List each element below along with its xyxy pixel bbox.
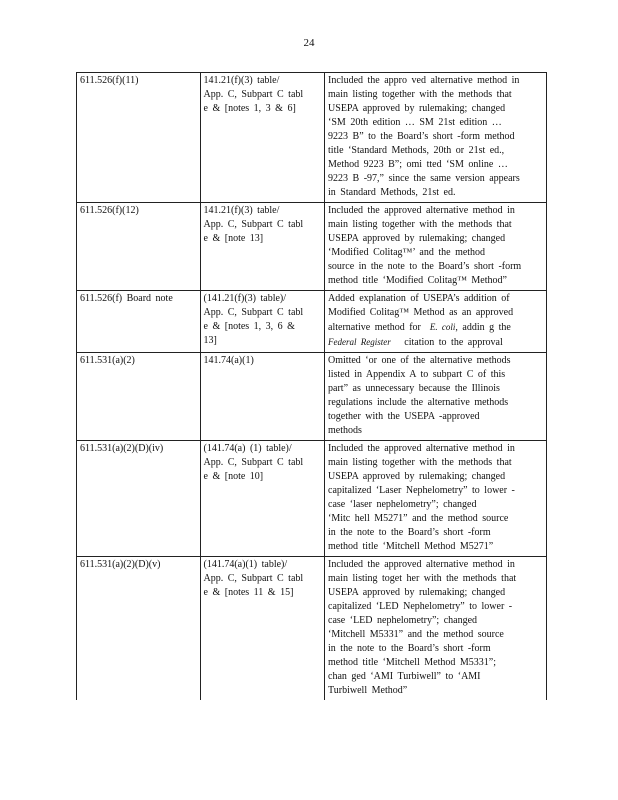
section-cell: 611.526(f)(11) — [77, 73, 201, 203]
source-line: 13] — [203, 335, 217, 346]
comment-line: Included the appro ved alternative method in — [328, 75, 520, 86]
source-line: App. C, Subpart C tabl — [203, 219, 304, 230]
comment-line: method title ‘Mitchell Method M5331”; — [328, 657, 497, 668]
comment-line: USEPA approved by rulemaking; changed — [328, 471, 506, 482]
comment-line: Included the approved alternative method in — [328, 443, 515, 454]
source-line: e & [notes 1, 3, 6 & — [203, 321, 295, 332]
comment-line: main listing together with the methods that — [328, 219, 512, 230]
comment-line: source in the note to the Board’s short -form — [328, 261, 522, 272]
comment-line: 9223 B -97,” since the same version appears — [328, 173, 520, 184]
comment-line: capitalized ‘LED Nephelometry” to lower - — [328, 601, 513, 612]
comparison-table — [76, 72, 547, 700]
source-line: (141.21(f)(3) table)/ — [203, 293, 287, 304]
comment-line: together with the USEPA -approved — [328, 411, 480, 422]
comment-line: case ‘LED nephelometry”; changed — [328, 615, 478, 626]
comment-line: regulations include the alternative methods — [328, 397, 509, 408]
comment-line: ‘Mitc hell M5271” and the method source — [328, 513, 509, 524]
section-cell: 611.531(a)(2)(D)(v) — [77, 557, 201, 701]
comment-line: method title ‘Mitchell Method M5271” — [328, 541, 494, 552]
comment-line — [328, 335, 543, 350]
source-line: App. C, Subpart C tabl — [203, 307, 304, 318]
comment-line: chan ged ‘AMI Turbiwell” to ‘AMI — [328, 671, 481, 682]
page-number: 24 — [303, 37, 315, 49]
source-cell — [200, 291, 325, 353]
comment-line — [328, 320, 543, 335]
source-line: 141.74(a)(1) — [203, 355, 254, 366]
comment-cell — [325, 203, 547, 291]
comment-line: ‘Modified Colitag™’ and the method — [328, 247, 486, 258]
comment-line: main listing toget her with the methods that — [328, 573, 517, 584]
comment-line: USEPA approved by rulemaking; changed — [328, 233, 506, 244]
source-line: 141.21(f)(3) table/ — [203, 205, 280, 216]
comment-line: capitalized ‘Laser Nephelometry” to lower - — [328, 485, 515, 496]
comment-line: Method 9223 B”; omi tted ‘SM online … — [328, 159, 508, 170]
comment-text: alternative method for — [328, 322, 421, 333]
source-line: (141.74(a) (1) table)/ — [203, 443, 292, 454]
source-cell — [200, 441, 325, 557]
source-line: e & [notes 1, 3 & 6] — [203, 103, 296, 114]
comment-line: in Standard Methods, 21st ed. — [328, 187, 456, 198]
comment-line: main listing together with the methods that — [328, 457, 512, 468]
comment-line: Included the approved alternative method in — [328, 205, 515, 216]
comment-cell — [325, 291, 547, 353]
comment-line: USEPA approved by rulemaking; changed — [328, 587, 506, 598]
source-cell — [200, 73, 325, 203]
source-cell — [200, 203, 325, 291]
comment-line: USEPA approved by rulemaking; changed — [328, 103, 506, 114]
table-row — [77, 441, 547, 557]
comment-cell — [325, 353, 547, 441]
section-cell: 611.526(f) Board note — [77, 291, 201, 353]
comment-line: 9223 B” to the Board’s short -form method — [328, 131, 515, 142]
table-row — [77, 557, 547, 701]
comment-line: ‘Mitchell M5331” and the method source — [328, 629, 504, 640]
section-cell: 611.531(a)(2) — [77, 353, 201, 441]
comment-cell — [325, 73, 547, 203]
comment-line: title ‘Standard Methods, 20th or 21st ed., — [328, 145, 505, 156]
source-line: e & [note 13] — [203, 233, 264, 244]
comment-line: methods — [328, 425, 362, 436]
source-line: e & [notes 11 & 15] — [203, 587, 294, 598]
comment-text: , addin g the — [455, 322, 511, 333]
comment-cell — [325, 557, 547, 701]
comment-text: citation to the approval — [404, 337, 503, 348]
comment-line: Added explanation of USEPA’s addition of — [328, 293, 510, 304]
comment-line: method title ‘Modified Colitag™ Method” — [328, 275, 507, 286]
table-row — [77, 73, 547, 203]
comment-line: in the note to the Board’s short -form — [328, 527, 491, 538]
species-name: E. coli — [429, 322, 456, 332]
comment-line: in the note to the Board’s short -form — [328, 643, 491, 654]
table-row — [77, 353, 547, 441]
source-line: (141.74(a)(1) table)/ — [203, 559, 288, 570]
comment-line: main listing together with the methods that — [328, 89, 512, 100]
comment-cell — [325, 441, 547, 557]
source-line: App. C, Subpart C tabl — [203, 457, 304, 468]
publication-name: Federal Register — [328, 337, 391, 347]
source-cell — [200, 353, 325, 441]
comment-line: case ‘laser nephelometry”; changed — [328, 499, 477, 510]
source-line: e & [note 10] — [203, 471, 264, 482]
comment-line: Turbiwell Method” — [328, 685, 408, 696]
source-line: App. C, Subpart C tabl — [203, 573, 304, 584]
comment-line: Modified Colitag™ Method as an approved — [328, 307, 514, 318]
section-cell: 611.531(a)(2)(D)(iv) — [77, 441, 201, 557]
source-line: App. C, Subpart C tabl — [203, 89, 304, 100]
comment-line: ‘SM 20th edition … SM 21st edition … — [328, 117, 502, 128]
table-row — [77, 291, 547, 353]
comment-line: Included the approved alternative method in — [328, 559, 515, 570]
section-cell: 611.526(f)(12) — [77, 203, 201, 291]
comment-line: Omitted ‘or one of the alternative methods — [328, 355, 511, 366]
source-line: 141.21(f)(3) table/ — [203, 75, 280, 86]
comment-line: part” as unnecessary because the Illinois — [328, 383, 500, 394]
comment-line: listed in Appendix A to subpart C of this — [328, 369, 506, 380]
source-cell — [200, 557, 325, 701]
table-row — [77, 203, 547, 291]
